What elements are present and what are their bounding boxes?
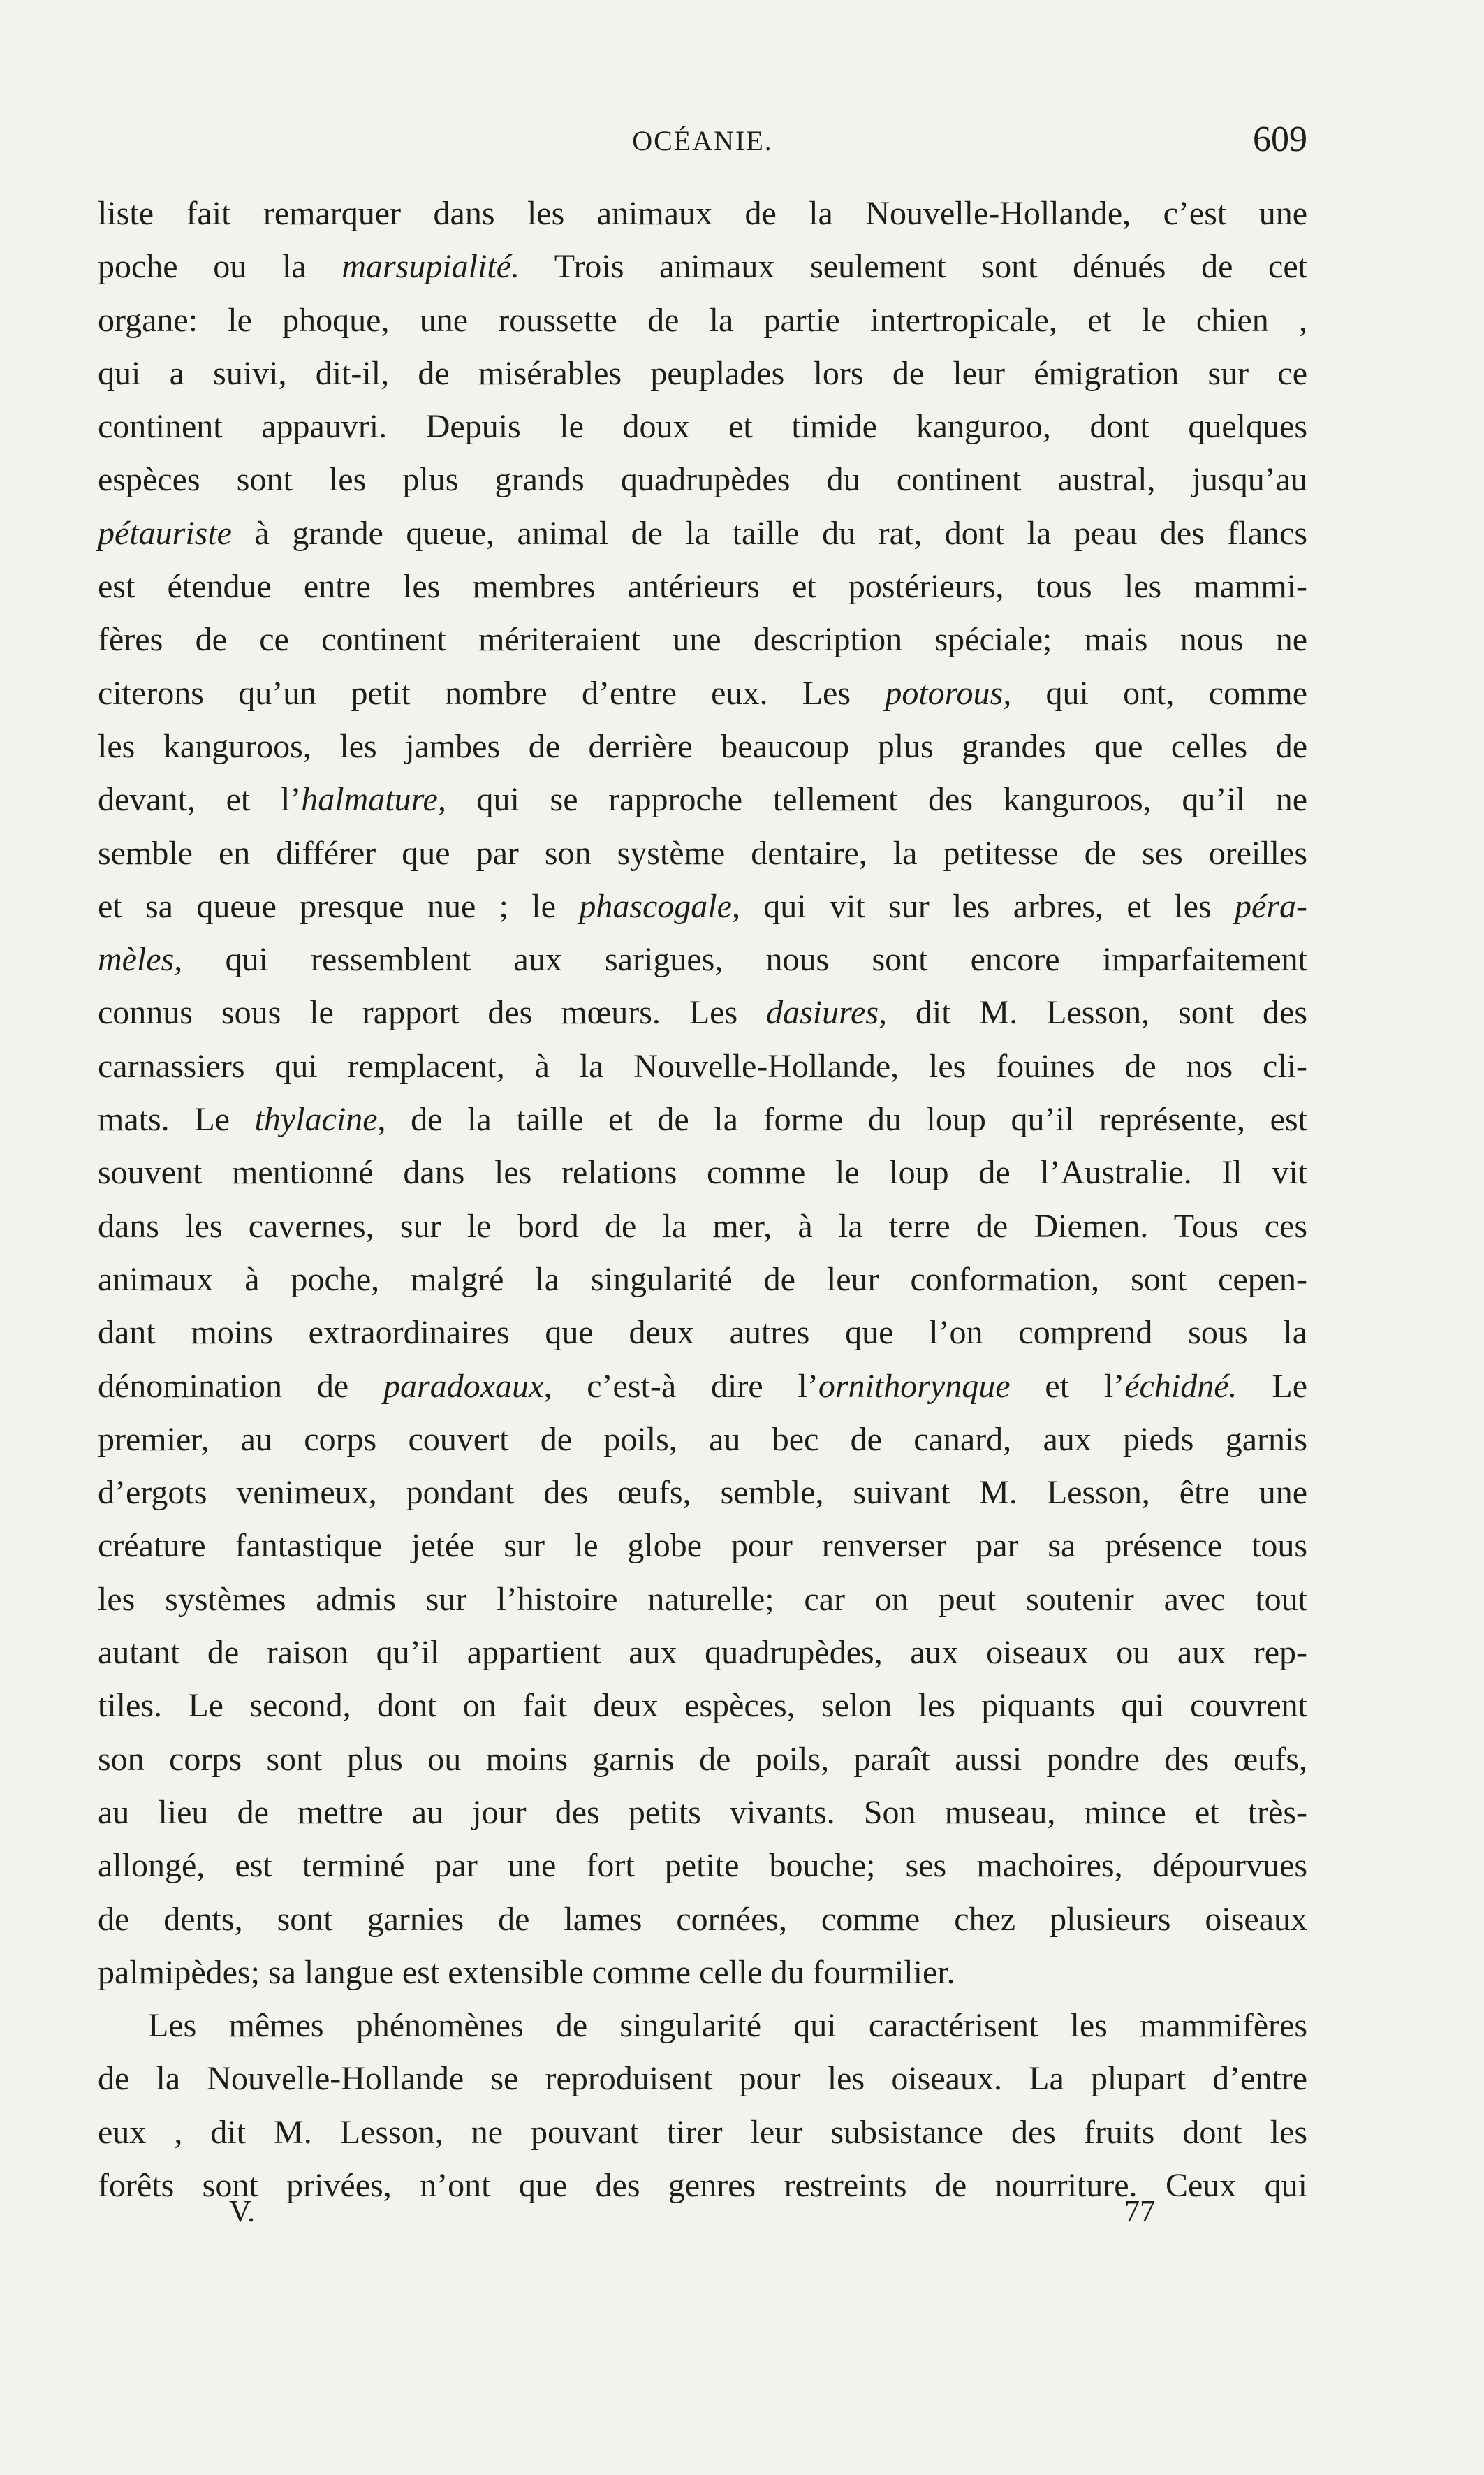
text-line: dans les cavernes, sur le bord de la mer, à la terre de Diemen. Tous ces [98, 1207, 1307, 1245]
text-line: d’ergots venimeux, pondant des œufs, semble, suivant M. Lesson, être une [98, 1474, 1307, 1512]
text-line: organe: le phoque, une roussette de la partie intertropicale, et le chien , [98, 301, 1307, 339]
folio-number: 77 [1124, 2194, 1155, 2228]
text-line: de la Nouvelle-Hollande se reproduisent pour les oiseaux. La plupart d’entre [98, 2060, 1307, 2098]
text-line: et sa queue presque nue ; le phascogale, qui vit sur les arbres, et les péra- [98, 887, 1307, 925]
text-line: dénomination de paradoxaux, c’est-à dire l’ornithorynque et l’échidné. Le [98, 1367, 1308, 1405]
running-header [98, 119, 1307, 173]
text-line: palmipèdes; sa langue est extensible comme celle du fourmilier. [98, 1953, 955, 1991]
text-line: semble en différer que par son système dentaire, la petitesse de ses oreilles [98, 834, 1307, 872]
text-line: connus sous le rapport des mœurs. Les dasiures, dit M. Lesson, sont des [98, 994, 1308, 1032]
text-line: espèces sont les plus grands quadrupèdes du continent austral, jusqu’au [98, 461, 1307, 499]
text-line: premier, au corps couvert de poils, au bec de canard, aux pieds garnis [98, 1420, 1307, 1458]
text-line: mats. Le thylacine, de la taille et de la forme du loup qu’il représente, est [98, 1101, 1307, 1139]
text-line: fères de ce continent mériteraient une description spéciale; mais nous ne [98, 621, 1307, 659]
text-line: citerons qu’un petit nombre d’entre eux. Les potorous, qui ont, comme [98, 674, 1308, 712]
body-text [98, 187, 1307, 2212]
text-line: poche ou la marsupialité. Trois animaux seulement sont dénués de cet [98, 248, 1307, 286]
text-line: mèles, qui ressemblent aux sarigues, nous sont encore imparfaitement [98, 941, 1307, 979]
text-line: créature fantastique jetée sur le globe pour renverser par sa présence tous [98, 1527, 1307, 1565]
running-title: OCÉANIE. [632, 125, 773, 156]
text-line: dant moins extraordinaires que deux autres que l’on comprend sous la [98, 1314, 1307, 1352]
text-line: les kanguroos, les jambes de derrière beaucoup plus grandes que celles de [98, 727, 1307, 765]
text-line: son corps sont plus ou moins garnis de poils, paraît aussi pondre des œufs, [98, 1740, 1307, 1778]
page-footer [98, 2193, 1307, 2242]
text-line: qui a suivi, dit-il, de misérables peuplades lors de leur émigration sur ce [98, 354, 1307, 392]
text-line: autant de raison qu’il appartient aux quadrupèdes, aux oiseaux ou aux rep- [98, 1634, 1307, 1672]
signature-mark: V. [229, 2194, 256, 2228]
text-line: devant, et l’halmature, qui se rapproche tellement des kanguroos, qu’il ne [98, 781, 1308, 819]
text-line: continent appauvri. Depuis le doux et timide kanguroo, dont quelques [98, 408, 1307, 446]
text-line: les systèmes admis sur l’histoire naturelle; car on peut soutenir avec tout [98, 1580, 1307, 1618]
text-line: allongé, est terminé par une fort petite bouche; ses machoires, dépourvues [98, 1847, 1307, 1885]
text-line: animaux à poche, malgré la singularité de leur conformation, sont cepen- [98, 1260, 1307, 1298]
text-line: tiles. Le second, dont on fait deux espèces, selon les piquants qui couvrent [98, 1687, 1307, 1725]
text-line: carnassiers qui remplacent, à la Nouvelle-Hollande, les fouines de nos cli- [98, 1047, 1307, 1085]
text-line: forêts sont privées, n’ont que des genres restreints de nourriture. Ceux qui [98, 2166, 1307, 2204]
text-line: au lieu de mettre au jour des petits vivants. Son museau, mince et très- [98, 1793, 1307, 1831]
text-line: est étendue entre les membres antérieurs et postérieurs, tous les mammi- [98, 568, 1307, 606]
text-line: eux , dit M. Lesson, ne pouvant tirer leur subsistance des fruits dont les [98, 2113, 1307, 2151]
text-line: Les mêmes phénomènes de singularité qui caractérisent les mammifères [148, 2007, 1307, 2045]
page-number: 609 [1253, 119, 1307, 159]
text-line: liste fait remarquer dans les animaux de la Nouvelle-Hollande, c’est une [98, 195, 1307, 232]
text-line: pétauriste à grande queue, animal de la taille du rat, dont la peau des flancs [98, 514, 1307, 552]
text-line: souvent mentionné dans les relations comme le loup de l’Australie. Il vit [98, 1154, 1307, 1192]
text-line: de dents, sont garnies de lames cornées, comme chez plusieurs oiseaux [98, 1900, 1307, 1938]
